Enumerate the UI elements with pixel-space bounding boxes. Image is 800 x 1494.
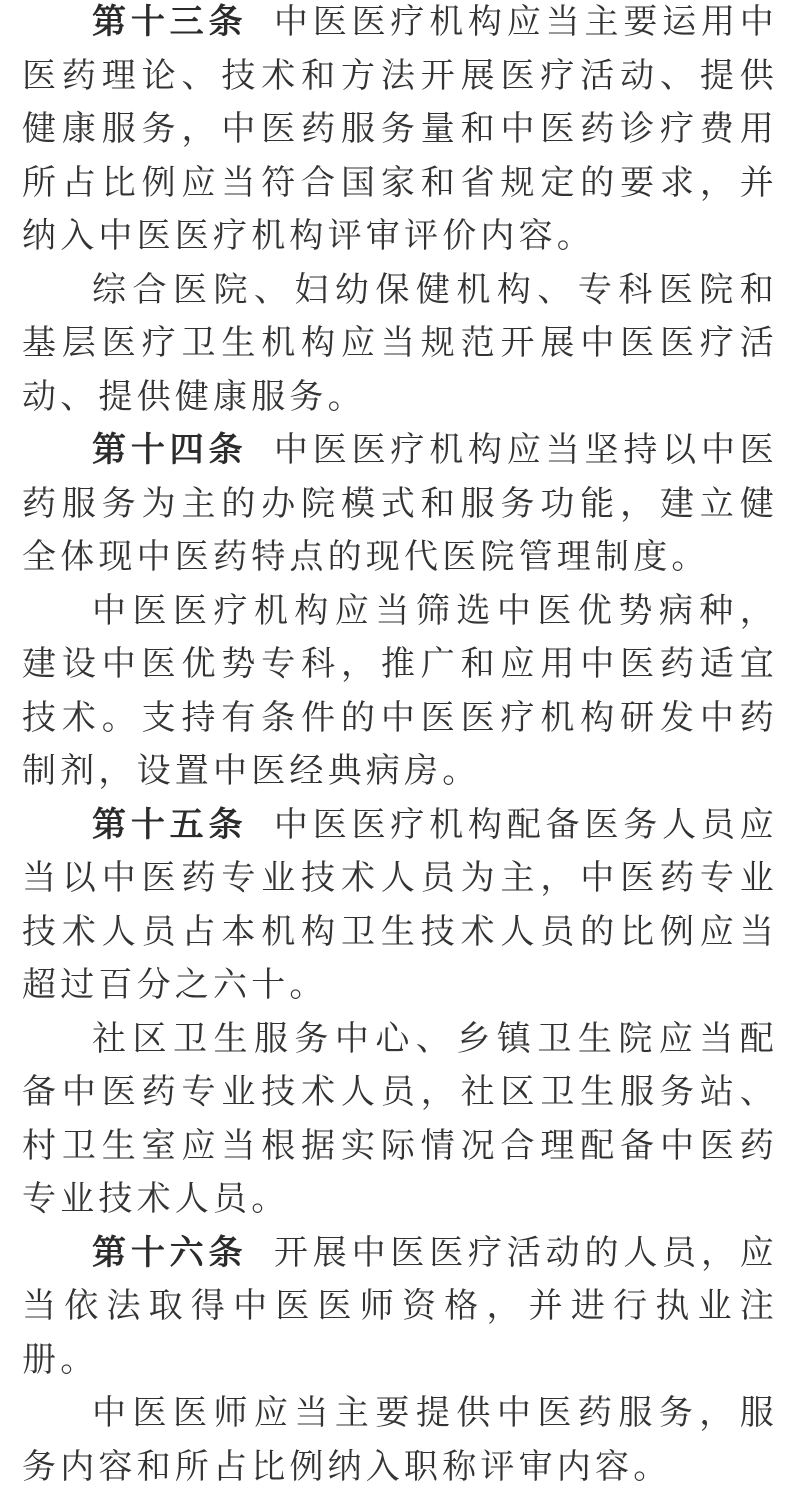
paragraph-text: 中医医疗机构配备医务人员应当以中医药专业技术人员为主，中医药专业技术人员占本机构卫生技术人员的比例应当超过百分之六十。 [22,804,778,1005]
paragraph-text: 中医医疗机构应当主要运用中医药理论、技术和方法开展医疗活动、提供健康服务，中医药服务量和中医药诊疗费用所占比例应当符合国家和省规定的要求，并纳入中医医疗机构评审评价内容。 [22,2,778,256]
paragraph-article-14-clause-2 [22,585,778,799]
article-heading: 第十三条 [92,2,248,42]
paragraph-text: 综合医院、妇幼保健机构、专科医院和基层医疗卫生机构应当规范开展中医医疗活动、提供健康服务。 [22,269,778,417]
paragraph-article-16-clause-2 [22,1387,778,1494]
paragraph-text: 中医医疗机构应当坚持以中医药服务为主的办院模式和服务功能，建立健全体现中医药特点的现代医院管理制度。 [22,430,778,577]
article-heading: 第十五条 [92,804,248,845]
paragraph-article-13 [22,0,778,264]
article-heading: 第十四条 [92,430,248,470]
paragraph-text: 中医医师应当主要提供中医药服务，服务内容和所占比例纳入职称评审内容。 [22,1393,778,1487]
paragraph-article-16 [22,1227,778,1388]
paragraph-article-15 [22,799,778,1013]
paragraph-text: 开展中医医疗活动的人员，应当依法取得中医医师资格，并进行执业注册。 [22,1232,778,1380]
article-heading: 第十六条 [92,1232,248,1273]
paragraph-text: 社区卫生服务中心、乡镇卫生院应当配备中医药专业技术人员，社区卫生服务站、村卫生室应当根据实际情况合理配备中医药专业技术人员。 [22,1018,778,1219]
paragraph-article-13-clause-2 [22,264,778,425]
paragraph-text: 中医医疗机构应当筛选中医优势病种，建设中医优势专科，推广和应用中医药适宜技术。支持有条件的中医医疗机构研发中药制剂，设置中医经典病房。 [22,590,778,791]
paragraph-article-15-clause-2 [22,1013,778,1227]
paragraph-article-14 [22,424,778,585]
